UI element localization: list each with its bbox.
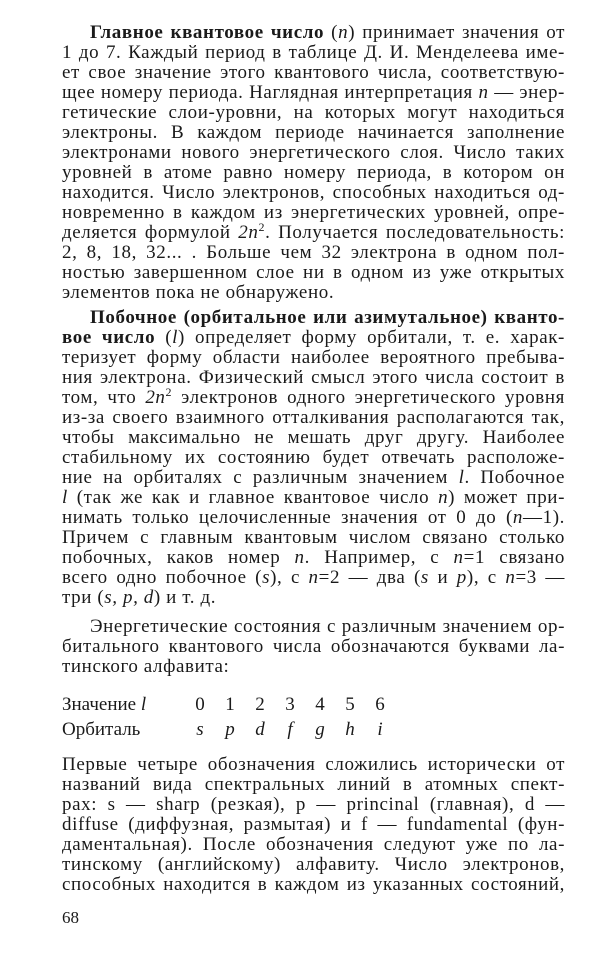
text-segment: ностью завершенном слое ни в одном из уже открытых [62,263,565,283]
text-segment: битального квантового числа обозначаются буквами ла- [62,637,565,657]
text-line [62,368,565,388]
text-segment: ет свое значение этого квантового числа, соответствую- [62,63,565,83]
italic-symbol: l [458,468,465,488]
italic-symbol: n [308,568,319,588]
text-line [62,448,565,468]
text-line [62,875,565,895]
text-line [62,528,565,548]
orbital-letter: s [196,719,204,740]
text-segment: гетические слои-уровни, на которых могут находиться [62,103,565,123]
text-segment: тинского алфавита: [62,657,230,677]
italic-symbol: n [478,83,489,103]
text-segment: ) и т. д. [153,588,217,608]
text-segment: 1 до 7. Каждый период в таблице Д. И. Менделеева име- [62,43,565,63]
text-line [62,223,565,243]
italic-symbol: n [338,23,349,43]
text-line [62,795,565,815]
orbital-letter: g [315,719,325,740]
text-line [62,775,565,795]
text-line [62,508,565,528]
text-segment: =3 — [515,568,565,588]
text-segment: том, что [62,388,146,408]
orbital-letter: i [377,719,383,740]
l-value: 5 [345,694,355,715]
text-line [62,143,565,163]
text-segment: (так же как и главное квантовое число [67,488,439,508]
italic-symbol: s [262,568,271,588]
l-value: 2 [255,694,265,715]
text-line [62,637,565,657]
bold-term: Побочное (орбитальное или азимутальное) кванто- [90,308,565,328]
text-segment: названий вида спектральных линий в атомных спект- [62,775,565,795]
text-segment: чтобы максимально не мешать друг другу. Наиболее [62,428,565,448]
italic-symbol: p [456,568,467,588]
text-segment: ) может при- [448,488,565,508]
text-line [62,308,565,328]
text-segment: —1). [523,508,565,528]
text-line [62,348,565,368]
bold-term: вое число [62,328,156,348]
l-value: 3 [285,694,295,715]
text-segment: новременно в каждом из энергетических уровней, опре- [62,203,565,223]
text-line [62,263,565,283]
italic-symbol: n [512,508,524,528]
text-line [62,588,565,608]
text-segment: =2 — два ( [318,568,421,588]
text-segment: ) определяет форму орбитали, т. е. харак- [178,328,565,348]
text-segment: diffuse (диффузная, размытая) и f — fundamental (фун- [62,815,565,835]
text-line [62,63,565,83]
text-segment: ( [324,23,339,43]
paragraph-energy-states [62,617,565,677]
italic-symbol: l [62,488,68,508]
text-segment: находится. Число электронов, способных находиться од- [62,183,565,203]
text-line [62,328,565,348]
text-line [62,568,565,588]
text-segment: даментальная). После обозначения следуют уже по ла- [62,835,565,855]
text-segment: Причем с главным квантовым числом связано столько [62,528,565,548]
text-segment: уровней в атоме равно номеру периода, в котором он [62,163,565,183]
text-segment: стабильному их состоянию будет отвечать расположе- [62,448,565,468]
text-segment: способных находится в каждом из указанных состояний, [62,875,565,895]
text-segment: нимать только целочисленные значения от 0 до ( [62,508,513,528]
text-segment: . Получается последовательность: [265,223,565,243]
text-segment: . Например, с [304,548,454,568]
text-segment: всего одно побочное ( [62,568,263,588]
text-segment: — энер- [488,83,565,103]
text-line [62,855,565,875]
paragraph-history [62,755,565,895]
orbital-letter: p [225,719,235,740]
text-line [62,617,565,637]
bold-term: Главное квантовое число [90,23,325,43]
text-line [62,283,565,303]
text-segment: электронами нового энергетического слоя. Число таких [62,143,565,163]
text-segment: элементов пока не обнаружено. [62,283,335,303]
text-line [62,755,565,775]
text-segment: рах: s — sharp (резкая), p — princinal (главная), d — [62,795,565,815]
text-segment: и [428,568,457,588]
text-segment: Первые четыре обозначения сложились исторически от [62,755,565,775]
text-segment: 2, 8, 18, 32... . Больше чем 32 электрона в одном пол- [62,243,565,263]
text-line [62,123,565,143]
superscript: 2 [258,223,266,234]
text-line [62,468,565,488]
text-line [62,183,565,203]
page-number: 68 [62,908,79,927]
italic-symbol: 2n [145,388,166,408]
text-segment: из-за своего взаимного отталкивания располагаются так, [62,408,565,428]
text-segment: щее номеру периода. Наглядная интерпретация [62,83,479,103]
text-segment: ) принимает значения от [348,23,565,43]
l-symbol: l [140,694,147,715]
text-segment: деляется формулой [62,223,239,243]
orbital-label: Орбиталь [62,719,141,740]
text-segment: теризует форму области наиболее вероятного пребыва- [62,348,565,368]
text-line [62,548,565,568]
text-segment: электроны. В каждом периоде начинается заполнение [62,123,565,143]
l-value: 0 [195,694,205,715]
text-segment: ( [155,328,173,348]
text-line [62,43,565,63]
text-segment: =1 связано [463,548,565,568]
text-line [62,163,565,183]
text-line [62,203,565,223]
l-value: 1 [225,694,235,715]
text-line [62,408,565,428]
text-segment: три ( [62,588,105,608]
text-segment: тинскому (английскому) алфавиту. Число электронов, [62,855,565,875]
text-segment: . Побочное [464,468,565,488]
text-line [62,103,565,123]
italic-symbol: s, p, d [104,588,154,608]
text-segment: ния электрона. Физический смысл этого числа состоит в [62,368,565,388]
text-line [62,657,565,677]
italic-symbol: n [505,568,516,588]
italic-symbol: n [438,488,449,508]
text-segment: электронов одного энергетического уровня [172,388,565,408]
l-value: 4 [315,694,325,715]
text-line [62,815,565,835]
text-line [62,428,565,448]
l-value: 6 [375,694,385,715]
italic-symbol: 2n [238,223,259,243]
text-line [62,23,565,43]
paragraph-orbital-quantum-number [62,308,565,608]
italic-symbol: s [420,568,429,588]
value-label: Значение [62,694,137,715]
text-segment: ), с [466,568,506,588]
text-segment: ), с [270,568,309,588]
orbital-letter: d [255,719,265,740]
orbital-letter: f [287,719,293,740]
text-line [62,835,565,855]
italic-symbol: l [172,328,179,348]
text-line [62,388,565,408]
italic-symbol: n [294,548,305,568]
row-label-value [62,692,146,717]
orbital-letter: h [345,719,355,740]
text-segment: Энергетические состояния с различным значением ор- [90,617,565,637]
text-line [62,488,565,508]
text-line [62,243,565,263]
paragraph-principal-quantum-number [62,23,565,303]
italic-symbol: n [453,548,464,568]
text-segment: побочных, каков номер [62,548,295,568]
superscript: 2 [165,388,173,399]
text-segment: ние на орбиталях с различным значением [62,468,459,488]
text-line [62,83,565,103]
